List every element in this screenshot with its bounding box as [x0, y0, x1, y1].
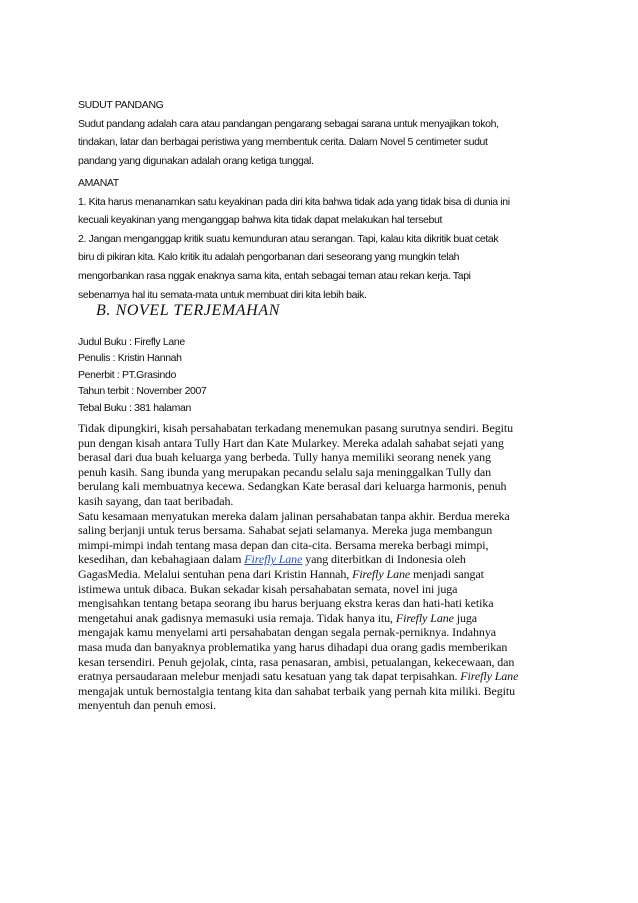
- firefly-lane-link[interactable]: Firefly Lane: [244, 552, 303, 567]
- amanat-line: 1. Kita harus menanamkan satu keyakinan pada diri kita bahwa tidak ada yang tidak bisa di dunia ini: [78, 195, 510, 208]
- review-line: kesan tersendiri. Penuh gejolak, cinta, rasa penasaran, ambisi, petualangan, kekecewaan, dan: [78, 654, 515, 669]
- amanat-line: kecuali keyakinan yang menganggap bahwa kita tidak dapat melakukan hal tersebut: [78, 214, 443, 227]
- sudut-pandang-line: pandang yang digunakan adalah orang ketiga tunggal.: [78, 154, 314, 167]
- review-line: kasih sayang, dan taat beribadah.: [78, 493, 234, 508]
- sudut-pandang-section: [78, 96, 578, 170]
- review-line: [78, 567, 578, 582]
- review-line: istimewa untuk dibaca. Bukan sekadar kisah persahabatan semata, novel ini juga: [78, 581, 458, 596]
- review-line: [78, 552, 578, 567]
- review-text: GagasMedia. Melalui sentuhan pena dari Kristin Hannah,: [78, 566, 353, 581]
- review-line: masa muda dan banyaknya problematika yang harus dihadapi dua orang gadis memberikan: [78, 639, 508, 654]
- review-line: berulang kali membuatnya kecewa. Sedangkan Kate berasal dari keluarga harmonis, penuh: [78, 479, 507, 494]
- book-author: Penulis : Kristin Hannah: [78, 352, 182, 365]
- amanat-heading: AMANAT: [78, 177, 119, 189]
- book-title-italic: Firefly Lane: [395, 610, 454, 625]
- review-text: yang diterbitkan di Indonesia oleh: [302, 552, 466, 567]
- sudut-pandang-line: tindakan, latar dan berbagai peristiwa yang membentuk cerita. Dalam Novel 5 centimeter sudut: [78, 136, 488, 149]
- book-info: [78, 334, 578, 416]
- sudut-pandang-line: Sudut pandang adalah cara atau pandangan pengarang sebagai sarana untuk menyajikan tokoh,: [78, 117, 499, 130]
- book-pages: Tebal Buku : 381 halaman: [78, 401, 192, 414]
- review-line: menyentuh dan penuh emosi.: [78, 698, 217, 713]
- review-line: Satu kesamaan menyatukan mereka dalam jalinan persahabatan tanpa akhir. Berdua mereka: [78, 508, 510, 523]
- amanat-line: mengorbankan rasa nggak enaknya sama kita, entah sebagai teman atau rekan kerja. Tapi: [78, 269, 471, 282]
- book-title-italic: Firefly Lane: [460, 669, 519, 684]
- book-title: Judul Buku : Firefly Lane: [78, 336, 185, 348]
- amanat-line: sebenarnya hal itu semata-mata untuk membuat diri kita lebih baik.: [78, 288, 367, 301]
- amanat-line: 2. Jangan menganggap kritik suatu kemunduran atau serangan. Tapi, kalau kita dikritik buat cetak: [78, 232, 499, 245]
- section-b-heading: B. NOVEL TERJEMAHAN: [96, 302, 280, 319]
- sudut-pandang-heading: SUDUT PANDANG: [78, 99, 164, 111]
- review-text: juga: [453, 610, 478, 625]
- amanat-section: [78, 174, 578, 304]
- review-line: [78, 669, 578, 684]
- book-publisher: Penerbit : PT.Grasindo: [78, 368, 176, 381]
- review-text: kesedihan, dan kebahagiaan dalam: [78, 552, 245, 567]
- review-text: mengetahui anak gadisnya memasuki usia remaja. Tidak hanya itu,: [78, 610, 396, 625]
- book-year: Tahun terbit : November 2007: [78, 385, 207, 398]
- review-line: mimpi-mimpi indah tentang masa depan dan cita-cita. Bersama mereka berbagi mimpi,: [78, 537, 489, 552]
- review-line: berasal dari dua buah keluarga yang berbeda. Tully hanya memiliki seorang nenek yang: [78, 450, 491, 465]
- review-line: mengisahkan tentang betapa seorang ibu harus berjuang ekstra keras dan hati-hati ketika: [78, 596, 494, 611]
- review-line: mengajak kamu menyelami arti persahabatan dengan segala pernak-perniknya. Indahnya: [78, 625, 496, 640]
- review-line: [78, 611, 578, 626]
- review-line: pun dengan kisah antara Tully Hart dan Kate Mularkey. Mereka adalah sahabat sejati yang: [78, 435, 504, 450]
- review-text: menjadi sangat: [410, 566, 484, 581]
- book-title-italic: Firefly Lane: [352, 566, 411, 581]
- review-line: saling berjanji untuk terus bersama. Sahabat sejati selamanya. Mereka juga membangun: [78, 523, 493, 538]
- review-body: [78, 421, 578, 713]
- review-line: penuh kasih. Sang ibunda yang merupakan pecandu selalu saja meninggalkan Tully dan: [78, 464, 492, 479]
- review-line: mengajak untuk bernostalgia tentang kita dan sahabat terbaik yang pernah kita miliki. Begitu: [78, 683, 516, 698]
- review-line: Tidak dipungkiri, kisah persahabatan terkadang menemukan pasang surutnya sendiri. Begitu: [78, 421, 513, 435]
- amanat-line: biru di pikiran kita. Kalo kritik itu adalah pengorbanan dari seseorang yang mungkin telah: [78, 251, 460, 264]
- review-text: eratnya persaudaraan melebur menjadi satu kesatuan yang tak dapat terpisahkan.: [78, 669, 461, 684]
